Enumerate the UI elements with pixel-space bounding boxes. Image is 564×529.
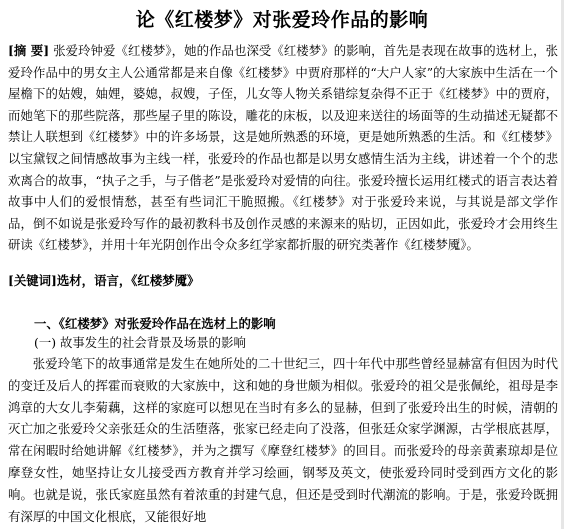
abstract-text: 张爱玲钟爱《红楼梦》，她的作品也深受《红楼梦》的影响，首先是表现在故事的选材上，张爱玲作品中的男女主人公通常都是来自像《红楼梦》中贾府那样的“大户人家”的大家族中生活在一个屋檐下的姑嫂，妯娌，婆媳，叔嫂，子侄，儿女等人物关系错综复杂得不正于《红楼梦》中的贾府，而她笔下的那些院落，那些屋子里的陈设，雕花的床板，以及迎来送往的场面等的生动描述无疑都不禁让人联想到《红楼梦》中的许多场景，这是她所熟悉的环境，更是她所熟悉的生活。和《红楼梦》以宝黛钗之间情感故事为主线一样，张爱玲的作品也都是以男女感情生活为主线，讲述着一个个的悲欢离合的故事，“执子之手，与子偕老”是张爱玲对爱情的向往。张爱玲擅长运用红楼式的语言表达着故事中人们的爱恨情愁，甚至有些词汇干脆照搬。《红楼梦》对于张爱玲来说，与其说是部文学作品，倒不如说是张爱玲写作的最初教科书及创作灵感的来源来的贴切，正因如此，张爱玲才会用终生研读《红楼梦》，并用十年光阴创作出令众多红学家都折服的研究类著作《红楼梦魇》。 bbox=[8, 43, 558, 253]
document-title: 论《红楼梦》对张爱玲作品的影响 bbox=[135, 9, 429, 31]
abstract-paragraph bbox=[8, 40, 558, 256]
keywords-line: [关键词]选材，语言，《红楼梦魇》 bbox=[8, 273, 200, 288]
subsection-heading: (一) 故事发生的社会背景及场景的影响 bbox=[34, 335, 246, 350]
body-paragraph: 张爱玲笔下的故事通常是发生在她所处的二十世纪三，四十年代中那些曾经显赫富有但因为时代的变迁及后人的挥霍而衰败的大家族中，这和她的身世颇为相似。张爱玲的祖父是张佩纶，祖母是李鸿章的大女儿李菊藕，这样的家庭可以想见在当时有多么的显赫，但到了张爱玲出生的时候，清朝的灭亡加之张爱玲父亲张廷众的生活堕落，张家已经走向了没落，但张廷众家学渊源，古学根底甚厚，常在闲暇时给她讲解《红楼梦》，并为之撰写《摩登红楼梦》的回目。而张爱玲的母亲黄素琼却是位摩登女性，她坚持让女儿接受西方教育并学习绘画，钢琴及英文，使张爱玲同时受到西方文化的影响。也就是说，张氏家庭虽然有着浓重的封建气息，但还是受到时代潮流的影响。于是，张爱玲既拥有深厚的中国文化根底，又能很好地 bbox=[8, 356, 558, 524]
abstract-label: [摘 要] bbox=[8, 43, 50, 58]
section-heading: 一、《红楼梦》对张爱玲作品在选材上的影响 bbox=[34, 316, 276, 331]
